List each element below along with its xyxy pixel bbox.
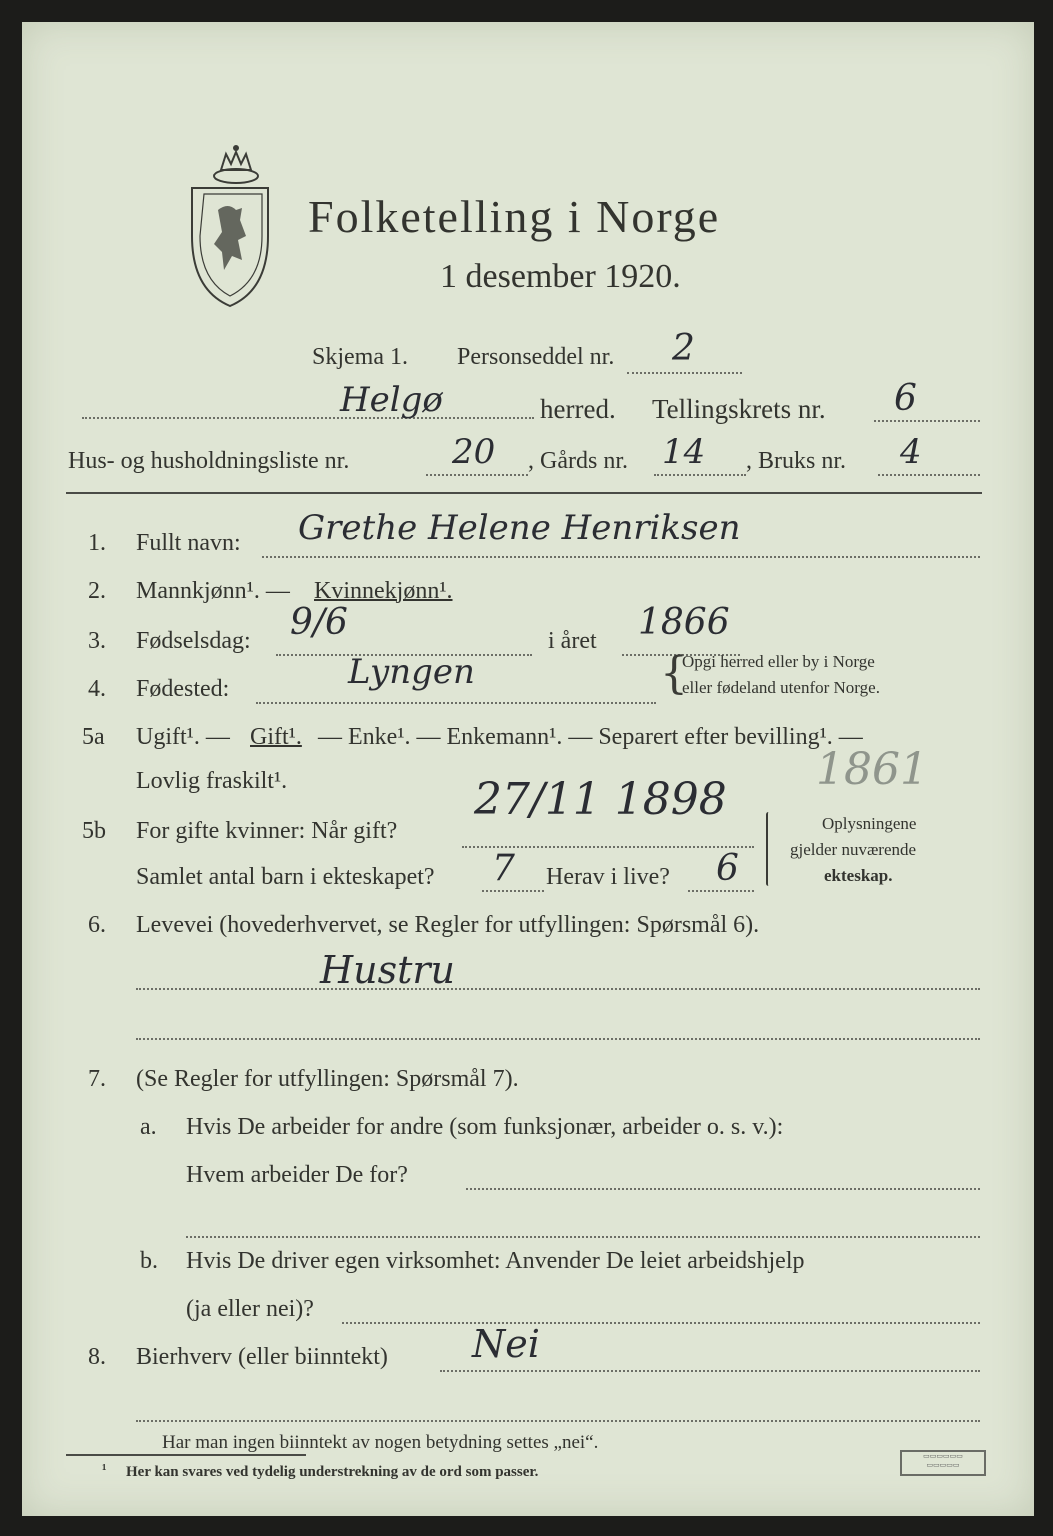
marriage-date-value[interactable]: 27/11 1898 bbox=[474, 774, 727, 825]
occupation-value[interactable]: Hustru bbox=[320, 948, 456, 992]
bruks-label: , Bruks nr. bbox=[746, 448, 847, 474]
q3-label: Fødselsdag: bbox=[136, 628, 251, 654]
full-name-value[interactable]: Grethe Helene Henriksen bbox=[298, 508, 741, 548]
personseddel-line bbox=[627, 372, 742, 374]
q1-line bbox=[262, 556, 980, 558]
nei-instruction: Har man ingen biinntekt av nogen betydning settes „nei“. bbox=[162, 1432, 599, 1453]
tellingskrets-value[interactable]: 6 bbox=[894, 378, 917, 419]
bruks-value[interactable]: 4 bbox=[900, 432, 922, 472]
gards-label: , Gårds nr. bbox=[528, 448, 628, 474]
personseddel-label: Personseddel nr. bbox=[457, 344, 615, 370]
q7b-text: Hvis De driver egen virksomhet: Anvender De leiet arbeidshjelp bbox=[186, 1248, 805, 1274]
q4-note-line1: Opgi herred eller by i Norge bbox=[682, 652, 875, 671]
status-ugift-option[interactable]: Ugift¹. — bbox=[136, 724, 230, 750]
q5a-number: 5a bbox=[82, 724, 105, 750]
status-fraskilt-option[interactable]: Lovlig fraskilt¹. bbox=[136, 768, 288, 794]
gender-male-option[interactable]: Mannkjønn¹. — bbox=[136, 578, 290, 604]
q7a-line2[interactable] bbox=[186, 1236, 980, 1238]
form-title: Folketelling i Norge bbox=[308, 191, 721, 242]
status-gift-option[interactable]: Gift¹. bbox=[250, 724, 302, 750]
hus-value[interactable]: 20 bbox=[452, 432, 496, 472]
q5b-barn-line bbox=[482, 890, 544, 892]
tellingskrets-line bbox=[874, 420, 980, 422]
q7a-text: Hvis De arbeider for andre (som funksjonær, arbeider o. s. v.): bbox=[186, 1114, 784, 1140]
q7b-line[interactable] bbox=[342, 1322, 980, 1324]
q7-label: (Se Regler for utfyllingen: Spørsmål 7). bbox=[136, 1066, 519, 1092]
herred-line bbox=[82, 417, 534, 419]
footnote-marker: ¹ bbox=[102, 1462, 107, 1478]
q5b-note-line3: ekteskap. bbox=[824, 866, 893, 885]
q5b-barn-label: Samlet antal barn i ekteskapet? bbox=[136, 864, 435, 890]
census-date: 1 desember 1920. bbox=[440, 258, 681, 295]
q5b-number: 5b bbox=[82, 818, 106, 844]
printer-stamp-icon: ▭▭▭▭▭▭ ▭▭▭▭▭ bbox=[900, 1450, 986, 1476]
children-alive-value[interactable]: 6 bbox=[716, 848, 739, 889]
gards-value[interactable]: 14 bbox=[662, 432, 706, 472]
q8-number: 8. bbox=[88, 1344, 106, 1370]
q8-line bbox=[440, 1370, 980, 1372]
q6-line2 bbox=[136, 1038, 980, 1040]
hus-label: Hus- og husholdningsliste nr. bbox=[68, 448, 350, 474]
side-income-value[interactable]: Nei bbox=[472, 1322, 540, 1366]
q6-label: Levevei (hovederhvervet, se Regler for utfyllingen: Spørsmål 6). bbox=[136, 912, 760, 938]
herred-value[interactable]: Helgø bbox=[340, 380, 443, 420]
q5b-live-line bbox=[688, 890, 754, 892]
q6-line1 bbox=[136, 988, 980, 990]
q4-brace: { bbox=[660, 648, 688, 699]
q1-number: 1. bbox=[88, 530, 106, 556]
pencil-year-note: 1861 bbox=[816, 744, 928, 795]
header-rule bbox=[66, 492, 982, 494]
coat-of-arms-icon bbox=[188, 140, 274, 310]
tellingskrets-label: Tellingskrets nr. bbox=[652, 394, 826, 424]
q2-number: 2. bbox=[88, 578, 106, 604]
q3-year-label: i året bbox=[548, 628, 597, 654]
birthplace-value[interactable]: Lyngen bbox=[348, 652, 475, 692]
q4-number: 4. bbox=[88, 676, 106, 702]
q5b-bracket bbox=[766, 812, 771, 886]
q7b-letter: b. bbox=[140, 1248, 158, 1274]
q5b-note-line1: Oplysningene bbox=[822, 814, 917, 833]
gender-female-option[interactable]: Kvinnekjønn¹. bbox=[314, 578, 453, 604]
gards-line bbox=[654, 474, 746, 476]
q8-line2[interactable] bbox=[136, 1420, 980, 1422]
bruks-line bbox=[878, 474, 980, 476]
q7a-line1[interactable] bbox=[466, 1188, 980, 1190]
footnote-rule bbox=[66, 1454, 306, 1456]
q5b-live-label: Herav i live? bbox=[546, 864, 670, 890]
census-form bbox=[22, 22, 1034, 1516]
q5b-note-line2: gjelder nuværende bbox=[790, 840, 917, 859]
q4-line bbox=[256, 702, 656, 704]
q4-note-line2: eller fødeland utenfor Norge. bbox=[682, 678, 880, 697]
q7a-question: Hvem arbeider De for? bbox=[186, 1162, 408, 1188]
herred-label: herred. bbox=[540, 394, 616, 424]
q6-number: 6. bbox=[88, 912, 106, 938]
birthdate-value[interactable]: 9/6 bbox=[290, 602, 348, 643]
q7b-question: (ja eller nei)? bbox=[186, 1296, 314, 1322]
birthyear-value[interactable]: 1866 bbox=[638, 602, 730, 643]
q4-label: Fødested: bbox=[136, 676, 230, 702]
q3-number: 3. bbox=[88, 628, 106, 654]
footnote-text: Her kan svares ved tydelig understrekning av de ord som passer. bbox=[126, 1464, 539, 1480]
children-total-value[interactable]: 7 bbox=[492, 848, 515, 889]
status-other-options[interactable]: — Enke¹. — Enkemann¹. — Separert efter bevilling¹. — bbox=[318, 724, 863, 750]
schema-label: Skjema 1. bbox=[312, 344, 408, 370]
q1-label: Fullt navn: bbox=[136, 530, 241, 556]
q7a-letter: a. bbox=[140, 1114, 157, 1140]
q8-label: Bierhverv (eller biinntekt) bbox=[136, 1344, 388, 1370]
hus-line bbox=[426, 474, 528, 476]
personseddel-value[interactable]: 2 bbox=[672, 328, 695, 369]
q5b-label: For gifte kvinner: Når gift? bbox=[136, 818, 398, 844]
q7-number: 7. bbox=[88, 1066, 106, 1092]
